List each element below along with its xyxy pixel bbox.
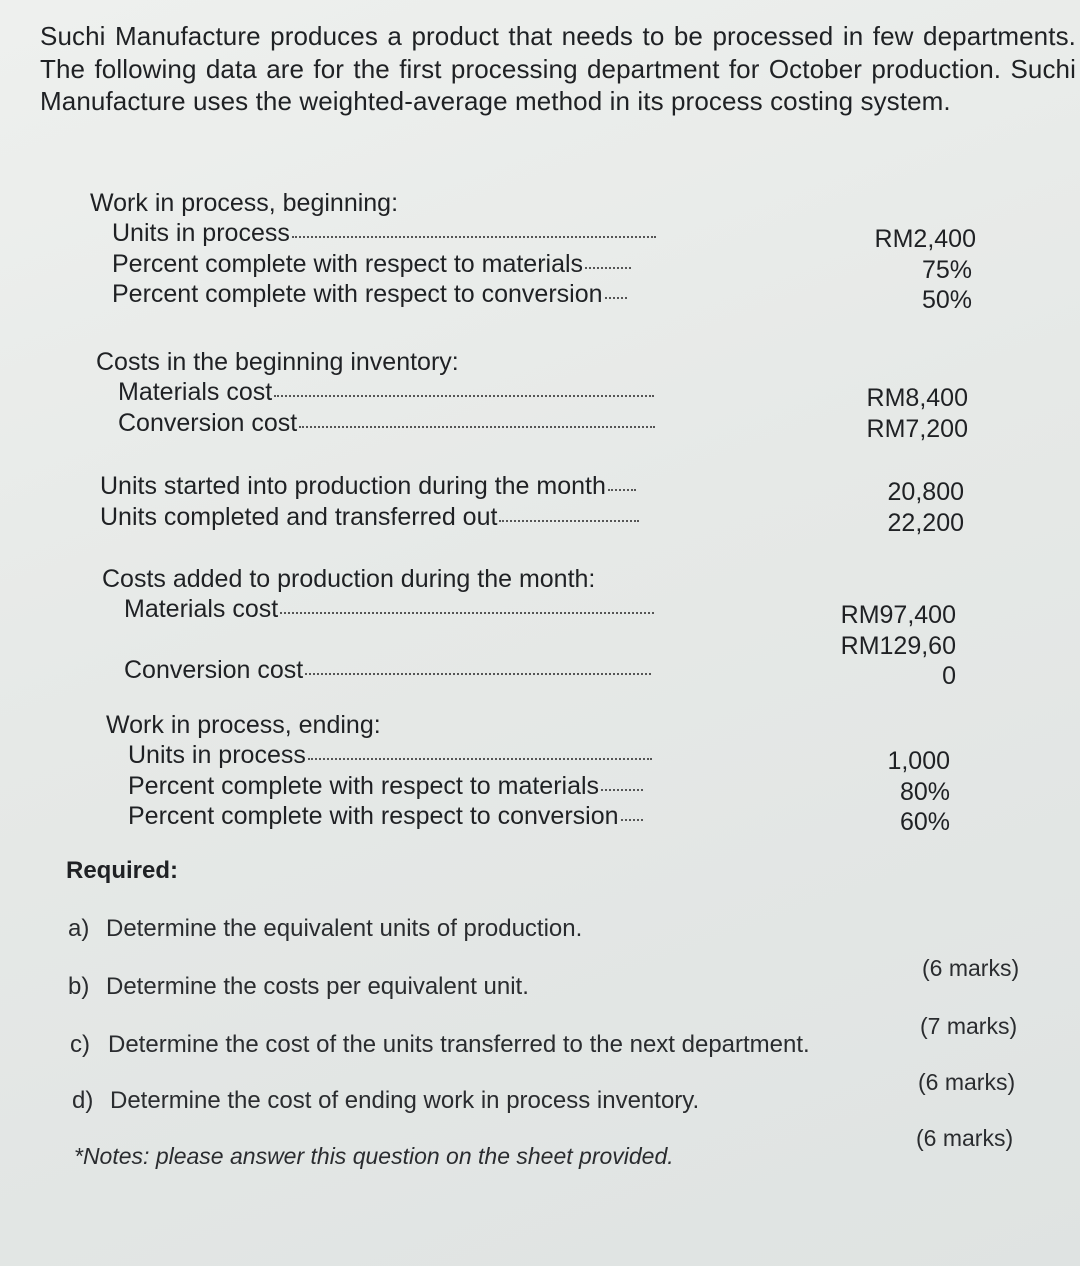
beginning-costs-section [96, 347, 996, 443]
row-value: 75% [921, 255, 972, 284]
row-value: 20,800 [887, 478, 964, 506]
wip-ending-section [106, 710, 1006, 836]
section-title: Costs added to production during the month: [102, 565, 596, 593]
leader-dots [601, 788, 643, 791]
data-row [90, 249, 990, 284]
question-label: b) [68, 973, 90, 1000]
row-label: Materials cost [124, 595, 279, 623]
row-label: Units completed and transferred out [100, 502, 498, 531]
wip-beginning-section [90, 188, 990, 314]
data-row [102, 594, 1002, 629]
row-label: Percent complete with respect to conversion [128, 802, 619, 830]
row-value: RM7,200 [866, 414, 968, 443]
leader-dots [280, 611, 654, 614]
row-label: Percent complete with respect to conversion [112, 280, 603, 308]
question-d [72, 1086, 699, 1116]
leader-dots [608, 488, 636, 491]
leader-dots [292, 235, 656, 238]
question-b-marks: (7 marks) [920, 1013, 1018, 1039]
row-value: 22,200 [887, 508, 964, 537]
row-label: Percent complete with respect to materials [128, 771, 600, 800]
question-label: c) [70, 1031, 90, 1058]
question-b [68, 972, 529, 1002]
leader-dots [274, 394, 654, 397]
row-value-line2: 0 [942, 661, 956, 690]
leader-dots [499, 519, 639, 522]
question-label: a) [68, 915, 90, 942]
row-label: Units in process [112, 219, 290, 247]
row-value: 50% [921, 286, 972, 314]
row-label: Conversion cost [118, 408, 298, 437]
data-row [106, 740, 1006, 775]
question-d-marks: (6 marks) [916, 1125, 1014, 1151]
question-c-marks: (6 marks) [918, 1069, 1016, 1095]
row-value: RM8,400 [866, 384, 968, 412]
question-text: Determine the cost of the units transferred to the next department. [108, 1031, 810, 1058]
answer-note: *Notes: please answer this question on the sheet provided. [74, 1143, 674, 1169]
question-a [68, 914, 582, 944]
section-title: Work in process, ending: [106, 711, 381, 739]
data-row [96, 408, 996, 443]
data-row [78, 502, 978, 537]
question-a-marks: (6 marks) [922, 955, 1020, 981]
row-value: 60% [899, 808, 950, 836]
data-row [78, 471, 978, 506]
row-value-line1: RM129,60 [840, 631, 956, 660]
data-row [102, 625, 1002, 660]
leader-dots [585, 266, 631, 269]
data-row [90, 218, 990, 253]
data-row [106, 801, 1006, 836]
row-label: Materials cost [118, 378, 273, 406]
leader-dots [621, 818, 643, 821]
leader-dots [305, 672, 651, 675]
question-text: Determine the equivalent units of production. [106, 915, 583, 942]
data-row [106, 771, 1006, 806]
intro-paragraph: Suchi Manufacture produces a product that needs to be processed in few departments. The following data are for the first processing department for October production. Suchi Manufacture uses the weighted-average method in its process costing system. [40, 21, 1076, 116]
required-heading: Required: [66, 857, 179, 884]
question-c [70, 1030, 810, 1060]
question-text: Determine the cost of ending work in process inventory. [110, 1087, 700, 1114]
units-section [78, 471, 978, 537]
row-label: Percent complete with respect to materials [112, 249, 584, 278]
leader-dots [605, 296, 627, 299]
row-value: 80% [899, 777, 950, 806]
leader-dots [299, 425, 655, 428]
section-title: Costs in the beginning inventory: [96, 348, 459, 376]
row-value: 1,000 [887, 747, 950, 775]
data-row [102, 655, 1002, 690]
row-label: Units in process [128, 741, 306, 769]
row-label: Units started into production during the month [100, 472, 606, 500]
row-label: Conversion cost [124, 655, 304, 684]
section-title: Work in process, beginning: [90, 189, 399, 217]
row-value: RM97,400 [840, 601, 956, 629]
data-row [96, 377, 996, 412]
data-row [90, 279, 990, 314]
row-value: RM2,400 [874, 225, 976, 253]
costs-added-section [102, 564, 1002, 690]
question-text: Determine the costs per equivalent unit. [106, 973, 529, 1000]
question-label: d) [72, 1087, 94, 1114]
leader-dots [308, 757, 652, 760]
